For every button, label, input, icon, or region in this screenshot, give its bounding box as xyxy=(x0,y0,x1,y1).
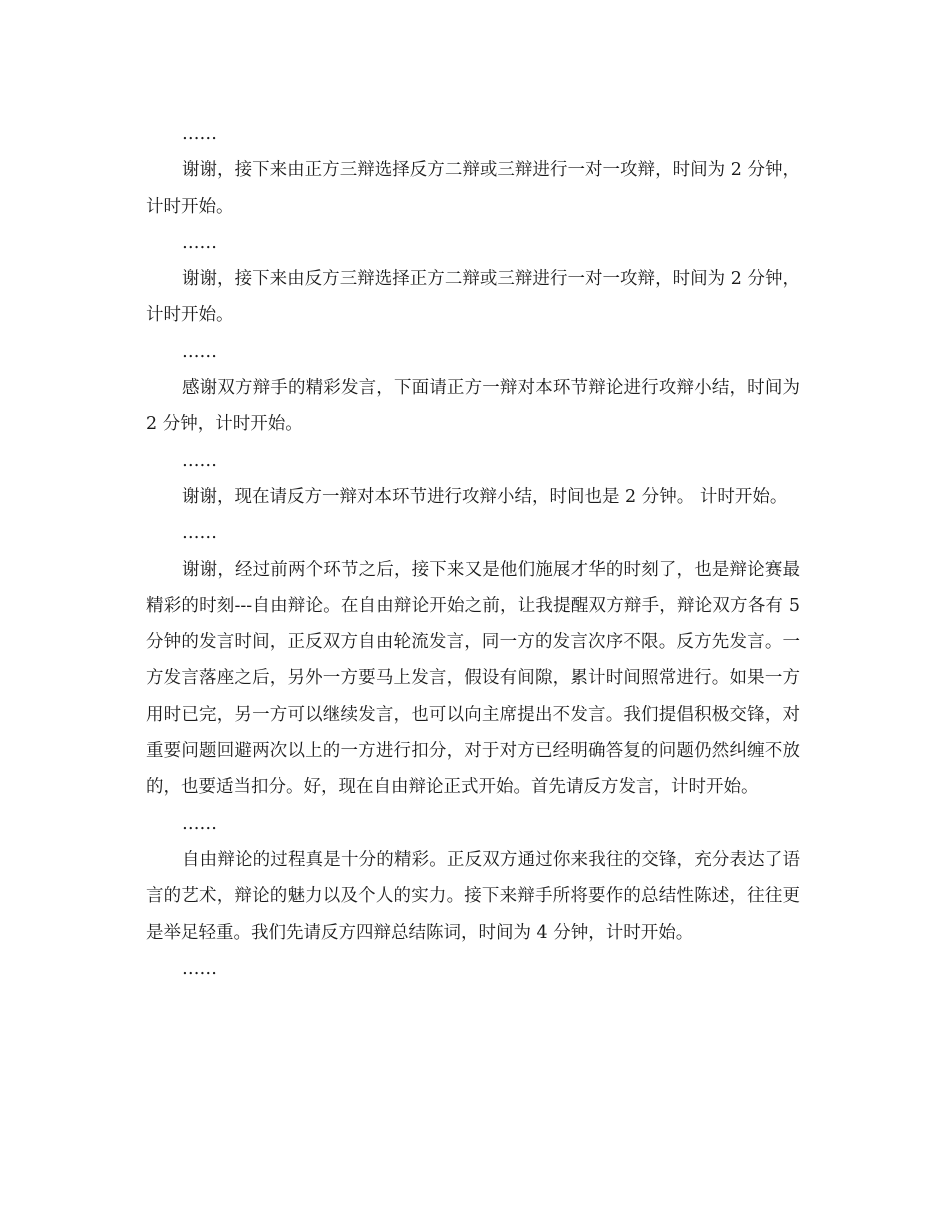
paragraph: 谢谢，经过前两个环节之后，接下来又是他们施展才华的时刻了，也是辩论赛最精彩的时刻---自由辩论。在自由辩论开始之前，让我提醒双方辩手，辩论双方各有 5 分钟的发言时间，正反双方自由轮流发言，同一方的发言次序不限。反方先发言。一方发言落座之后，另外一方要马上发言，假设有间隙，累计时间照常进行。如果一方用时已完，另一方可以继续发言，也可以向主席提出不发言。我们提倡积极交锋，对重要问题回避两次以上的一方进行扣分，对于对方已经明确答复的问题仍然纠缠不放的，也要适当扣分。好，现在自由辩论正式开始。首先请反方发言，计时开始。 xyxy=(146,559,800,798)
ellipsis-line: …… xyxy=(182,813,217,834)
ellipsis-line: …… xyxy=(182,450,217,471)
ellipsis-line: …… xyxy=(182,341,217,362)
paragraph: 感谢双方辩手的精彩发言，下面请正方一辩对本环节辩论进行攻辩小结，时间为 2 分钟，计时开始。 xyxy=(146,378,800,435)
ellipsis-line: …… xyxy=(182,523,217,544)
paragraph: 谢谢，接下来由正方三辩选择反方二辩或三辩进行一对一攻辩，时间为 2 分钟，计时开始。 xyxy=(146,160,800,217)
document-body xyxy=(146,116,800,987)
ellipsis-line: …… xyxy=(182,958,217,979)
ellipsis-line: …… xyxy=(182,124,217,144)
paragraph: 谢谢，现在请反方一辩对本环节进行攻辩小结，时间也是 2 分钟。 计时开始。 xyxy=(182,486,788,507)
paragraph: 自由辩论的过程真是十分的精彩。正反双方通过你来我往的交锋，充分表达了语言的艺术，辩论的魅力以及个人的实力。接下来辩手所将要作的总结性陈述，往往更是举足轻重。我们先请反方四辩总结陈词，时间为 4 分钟，计时开始。 xyxy=(146,849,800,943)
paragraph: 谢谢，接下来由反方三辩选择正方二辩或三辩进行一对一攻辩，时间为 2 分钟，计时开始。 xyxy=(146,269,800,326)
ellipsis-line: …… xyxy=(182,232,217,253)
